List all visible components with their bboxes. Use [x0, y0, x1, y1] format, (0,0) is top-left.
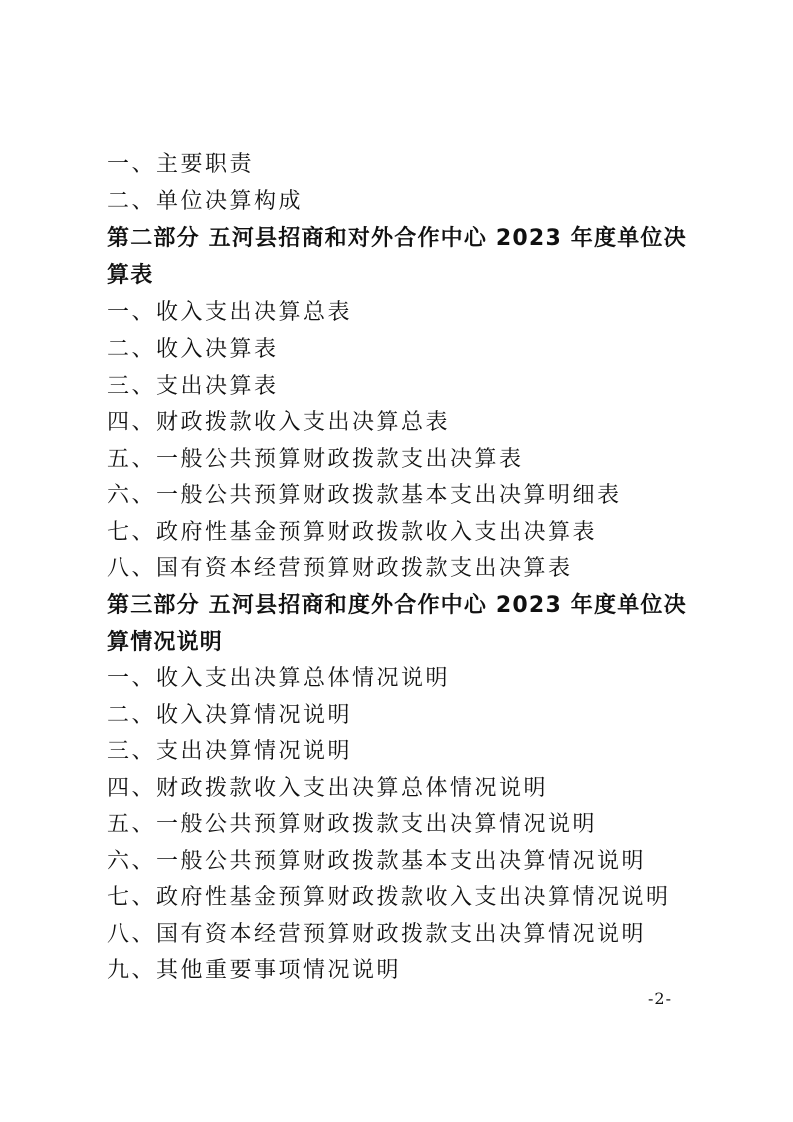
toc-item: 三、支出决算情况说明 [107, 739, 353, 764]
section-heading-part2: 第二部分 五河县招商和对外合作中心 2023 年度单位决 [107, 226, 687, 251]
section-heading-part3: 第三部分 五河县招商和度外合作中心 2023 年度单位决 [107, 593, 687, 618]
toc-item: 八、国有资本经营预算财政拨款支出决算表 [107, 556, 573, 581]
toc-item: 八、国有资本经营预算财政拨款支出决算情况说明 [107, 922, 647, 947]
toc-item: 五、一般公共预算财政拨款支出决算表 [107, 447, 524, 472]
toc-item: 二、收入决算表 [107, 337, 279, 362]
toc-item: 四、财政拨款收入支出决算总表 [107, 410, 451, 435]
toc-item: 六、一般公共预算财政拨款基本支出决算情况说明 [107, 849, 647, 874]
toc-item: 六、一般公共预算财政拨款基本支出决算明细表 [107, 483, 622, 508]
toc-item: 一、收入支出决算总表 [107, 300, 353, 325]
toc-item: 一、主要职责 [107, 152, 255, 177]
toc-item: 二、收入决算情况说明 [107, 703, 353, 728]
toc-item: 四、财政拨款收入支出决算总体情况说明 [107, 776, 549, 801]
toc-item: 五、一般公共预算财政拨款支出决算情况说明 [107, 812, 598, 837]
toc-item: 一、收入支出决算总体情况说明 [107, 666, 451, 691]
toc-item: 三、支出决算表 [107, 374, 279, 399]
section-heading-part3-cont: 算情况说明 [107, 630, 224, 655]
toc-item: 七、政府性基金预算财政拨款收入支出决算表 [107, 520, 598, 545]
section-heading-part2-cont: 算表 [107, 263, 154, 288]
toc-item: 七、政府性基金预算财政拨款收入支出决算情况说明 [107, 885, 671, 910]
toc-item: 九、其他重要事项情况说明 [107, 958, 402, 983]
page-number: -2- [648, 989, 672, 1008]
toc-item: 二、单位决算构成 [107, 189, 304, 214]
